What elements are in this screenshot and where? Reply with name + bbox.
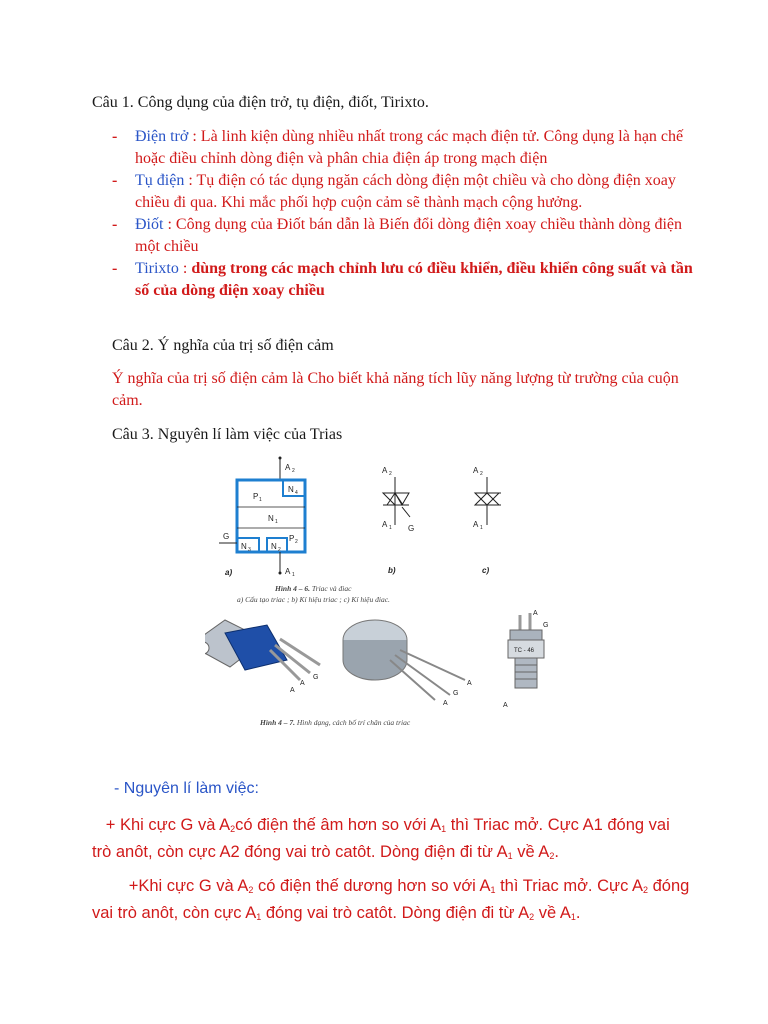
- svg-text:A: A: [473, 466, 479, 475]
- svg-text:A: A: [382, 466, 388, 475]
- list-item-resistor: - Điện trở : Là linh kiện dùng nhiều nhất trong các mạch điện tử. Công dụng là hạn chế hoặc điều chỉnh dòng điện và phân chia điện áp trong mạch điện: [112, 128, 684, 167]
- svg-text:G: G: [453, 690, 459, 697]
- question-2-answer: Ý nghĩa của trị số điện cảm là Cho biết khả năng tích lũy năng lượng từ trường của cuộn cảm.: [112, 370, 679, 409]
- svg-text:1: 1: [480, 525, 483, 531]
- svg-text:G: G: [408, 524, 415, 533]
- bullet-dash: -: [112, 260, 118, 277]
- term-thyristor: Tirixto: [135, 260, 179, 277]
- list-item-diode: - Điốt : Công dụng của Điốt bán dẫn là Biến đổi dòng điện xoay chiều thành dòng điện một chiều: [112, 216, 683, 255]
- svg-text:2: 2: [292, 468, 295, 474]
- bullet-dash: -: [112, 216, 118, 233]
- desc-diode: Công dụng của Điốt bán dẫn là Biến đổi dòng điện xoay chiều thành dòng điện một chiều: [135, 216, 683, 255]
- svg-text:A: A: [285, 567, 291, 576]
- svg-text:2: 2: [480, 471, 483, 477]
- svg-text:A: A: [382, 520, 388, 529]
- svg-text:N: N: [288, 485, 294, 494]
- desc-thyristor: dùng trong các mạch chỉnh lưu có điều khiển, điều khiển công suất và tần số của dòng điện xoay chiều: [135, 260, 693, 299]
- component-list: [112, 126, 702, 302]
- svg-text:3: 3: [248, 547, 251, 553]
- svg-text:2: 2: [295, 539, 298, 545]
- triac-package-stud: [503, 610, 548, 709]
- list-item-thyristor: - Tirixto : dùng trong các mạch chỉnh lưu có điều khiển, điều khiển công suất và tần số của dòng điện xoay chiều: [112, 260, 693, 299]
- svg-text:P: P: [289, 534, 295, 543]
- bullet-dash: -: [112, 128, 118, 145]
- term-capacitor: Tụ điện: [135, 172, 185, 189]
- term-diode: Điốt: [135, 216, 164, 233]
- question-1-title: Câu 1. Công dụng của điện trở, tụ điện, điốt, Tirixto.: [92, 94, 429, 111]
- desc-capacitor: Tụ điện có tác dụng ngăn cách dòng điện một chiều và cho dòng điện xoay chiều đi qua. Khi mắc phối hợp cuộn cảm sẽ thành mạch cộng hưởng.: [135, 172, 676, 211]
- svg-text:2: 2: [278, 547, 281, 553]
- svg-text:1: 1: [389, 525, 392, 531]
- svg-text:G: G: [543, 622, 549, 629]
- svg-text:G: G: [223, 532, 230, 541]
- svg-text:1: 1: [259, 497, 262, 503]
- svg-text:a): a): [225, 568, 233, 577]
- principle-paragraph-1: + Khi cực G và $A_2có$ điện thế âm hơn so với $A_1$ thì Triac mở. Cực A1 đóng vai trò anôt, còn cực A2 đóng vai trò catôt. Dòng điện đi từ $A_1$ về $A_2$.: [92, 816, 670, 861]
- svg-text:A: A: [467, 680, 472, 687]
- svg-text:A: A: [503, 702, 508, 709]
- svg-text:A: A: [443, 700, 448, 707]
- svg-text:2: 2: [389, 471, 392, 477]
- term-resistor: Điện trở: [135, 128, 189, 145]
- svg-text:TC - 46: TC - 46: [514, 648, 535, 654]
- svg-text:A: A: [533, 610, 538, 617]
- svg-text:G: G: [313, 674, 319, 681]
- principle-paragraph-2: +Khi cực G và $A_2$ có điện thế dương hơn so với $A_1$ thì Triac mở. Cực $A_2$ đóng vai trò anôt, còn cực $A_1$ đóng vai trò catôt. Dòng điện đi từ $A_2$ về $A_1$.: [92, 877, 690, 922]
- svg-text:1: 1: [292, 572, 295, 578]
- svg-text:Hình 4 – 6. Triac và điac: Hình 4 – 6. Triac và điac: [275, 584, 352, 593]
- diac-symbol: [473, 466, 501, 575]
- svg-text:N: N: [241, 542, 247, 551]
- triac-figure-svg: [205, 455, 570, 730]
- svg-text:N: N: [271, 542, 277, 551]
- svg-text:c): c): [482, 566, 490, 575]
- desc-resistor: Là linh kiện dùng nhiều nhất trong các mạch điện tử. Công dụng là hạn chế hoặc điều chỉnh dòng điện và phân chia điện áp trong mạch điện: [135, 128, 684, 167]
- triac-package-to5: [343, 620, 472, 707]
- svg-text:Hình 4 – 7. Hình dạng, cách bố: Hình 4 – 7. Hình dạng, cách bố trí chân của triac: [260, 718, 411, 727]
- principle-heading: - Nguyên lí làm việc:: [114, 780, 259, 797]
- svg-text:A: A: [285, 463, 291, 472]
- triac-symbol: [382, 466, 414, 575]
- svg-text:N: N: [268, 514, 274, 523]
- svg-text:1: 1: [275, 519, 278, 525]
- triac-structure-diagram: [219, 457, 305, 579]
- question-2-title: Câu 2. Ý nghĩa của trị số điện cảm: [112, 337, 334, 354]
- triac-package-to220: [205, 620, 320, 694]
- list-item-capacitor: - Tụ điện : Tụ điện có tác dụng ngăn cách dòng điện một chiều và cho dòng điện xoay chiều đi qua. Khi mắc phối hợp cuộn cảm sẽ thành mạch cộng hưởng.: [112, 172, 676, 211]
- svg-text:A: A: [473, 520, 479, 529]
- svg-text:P: P: [253, 492, 259, 501]
- question-3-title: Câu 3. Nguyên lí làm việc của Trias: [112, 426, 343, 443]
- bullet-dash: -: [112, 172, 118, 189]
- svg-text:A: A: [290, 687, 295, 694]
- svg-text:b): b): [388, 566, 396, 575]
- svg-text:4: 4: [295, 490, 298, 496]
- svg-text:A: A: [300, 680, 305, 687]
- triac-figure: [205, 455, 570, 730]
- svg-text:a) Cấu tạo triac ; b) Kí hiệu: a) Cấu tạo triac ; b) Kí hiệu triac ; c) Kí hiệu điac.: [237, 595, 390, 604]
